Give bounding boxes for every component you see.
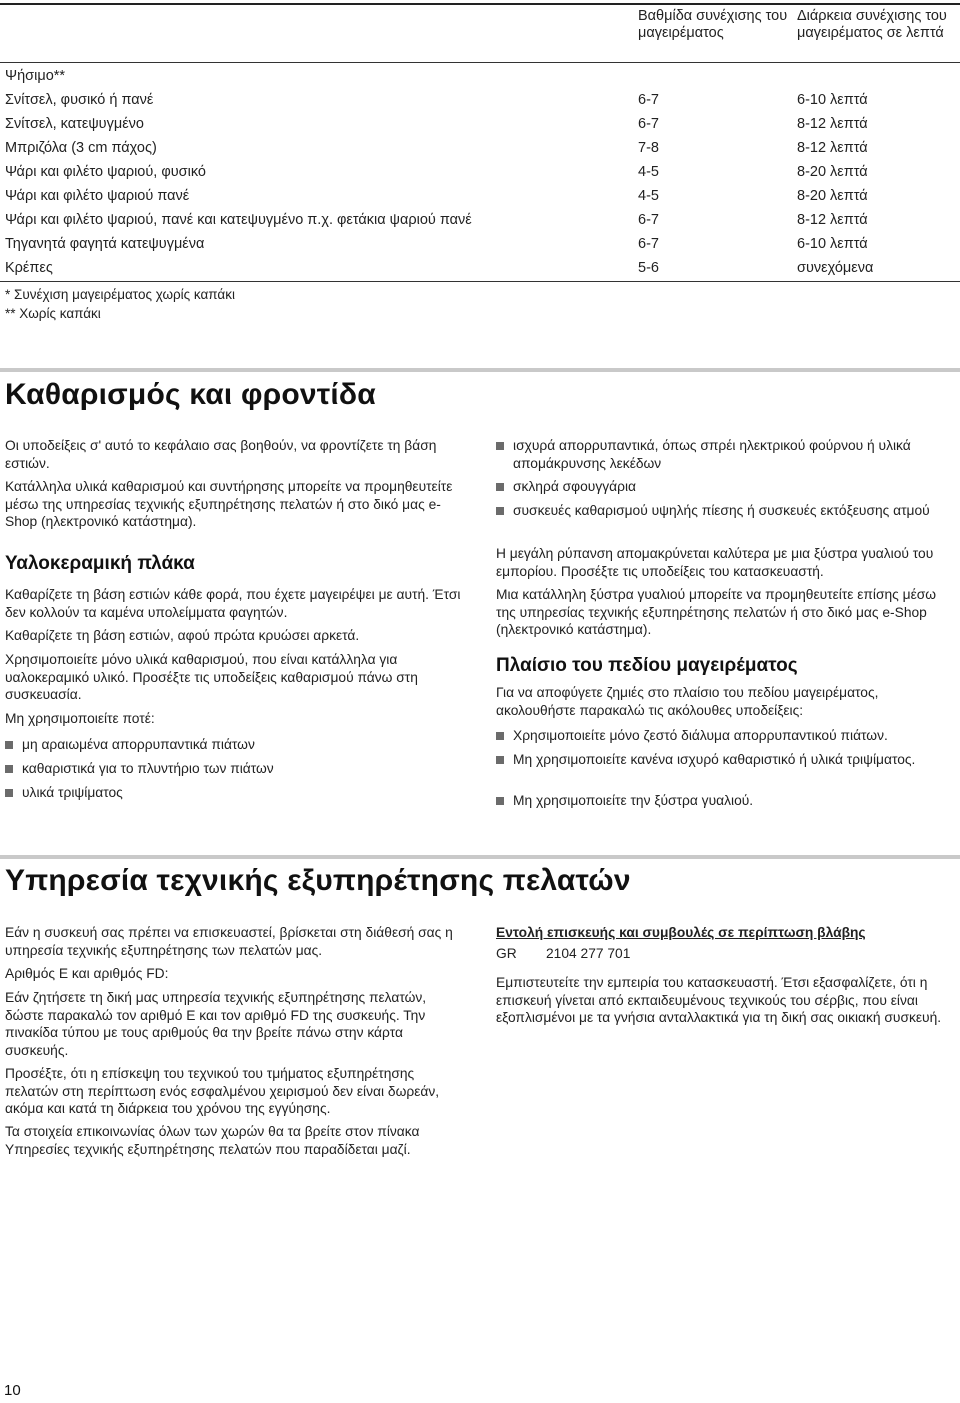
list-item: σκληρά σφουγγάρια: [496, 478, 958, 496]
table-row: [0, 112, 960, 136]
table-row: [0, 256, 960, 280]
duration-cell: 8-12 λεπτά: [797, 140, 868, 156]
section-divider: [0, 855, 960, 859]
e-fd-number-title: Αριθμός Ε και αριθμός FD:: [5, 966, 169, 981]
list-item: υλικά τριψίματος: [5, 784, 462, 802]
bullet-icon: [5, 789, 13, 797]
level-cell: 5-6: [638, 260, 659, 276]
table-bottom-rule: [0, 281, 960, 282]
service-paragraph-4: Τα στοιχεία επικοινωνίας όλων των χωρών θα τα βρείτε στον πίνακα Υπηρεσίες τεχνικής εξυπηρέτησης πελατών που παραδίδεται μαζί.: [5, 1124, 420, 1157]
page-number: 10: [4, 1382, 21, 1399]
level-cell: 7-8: [638, 140, 659, 156]
table-top-rule: [0, 3, 960, 5]
level-cell: 4-5: [638, 164, 659, 180]
bullet-icon: [5, 741, 13, 749]
level-cell: 4-5: [638, 188, 659, 204]
duration-cell: 6-10 λεπτά: [797, 236, 868, 252]
duration-cell: 8-20 λεπτά: [797, 164, 868, 180]
bullet-icon: [496, 756, 504, 764]
list-item: καθαριστικά για το πλυντήριο των πιάτων: [5, 760, 462, 778]
list-item: Χρησιμοποιείτε μόνο ζεστό διάλυμα απορρυπαντικού πιάτων.: [496, 727, 958, 745]
frame-intro: Για να αποφύγετε ζημιές στο πλαίσιο του πεδίου μαγειρέματος, ακολουθήστε παρακαλώ τις ακόλουθες υποδείξεις:: [496, 685, 879, 718]
cleaning-intro-2: Κατάλληλα υλικά καθαρισμού και συντήρησης μπορείτε να προμηθευτείτε μέσω της υπηρεσίας τεχνικής εξυπηρέτησης πελατών ή στο δικό μας e-Shop (ηλεκτρονικό κατάστημα).: [5, 479, 453, 529]
table-group-row: [0, 64, 960, 88]
service-paragraph-3: Προσέξτε, ότι η επίσκεψη του τεχνικού του τμήματος εξυπηρέτησης πελατών στη περίπτωση ενός εσφαλμένου χειρισμού δεν είναι δωρεάν, ακόμα και κατά τη διάρκεια του χρόνου της εγγύησης.: [5, 1066, 440, 1116]
bullet-icon: [496, 732, 504, 740]
cleaning-title: Καθαρισμός και φροντίδα: [5, 378, 376, 411]
table-header-rule: [0, 62, 960, 63]
ceramic-paragraph-2: Καθαρίζετε τη βάση εστιών, αφού πρώτα κρυώσει αρκετά.: [5, 628, 360, 643]
repair-order-title: Εντολή επισκευής και συμβουλές σε περίπτωση βλάβης: [496, 925, 866, 940]
ceramic-title: Υαλοκεραμική πλάκα: [5, 553, 195, 574]
duration-cell: 8-12 λεπτά: [797, 116, 868, 132]
dish-cell: Ψάρι και φιλέτο ψαριού, πανέ και κατεψυγμένο π.χ. φετάκια ψαριού πανέ: [5, 212, 472, 228]
list-item: συσκευές καθαρισμού υψηλής πίεσης ή συσκευές εκτόξευσης ατμού: [496, 502, 958, 520]
table-row: [0, 184, 960, 208]
service-paragraph-5: Εμπιστευτείτε την εμπειρία του κατασκευαστή. Έτσι εξασφαλίζετε, ότι η επισκευή γίνεται από εκπαιδευμένους τεχνικούς του σέρβις, που είναι εξοπλισμένοι με τα γνήσια ανταλλακτικά για τη δική σας οικιακή συσκευή.: [496, 975, 942, 1025]
dish-cell: Κρέπες: [5, 260, 53, 276]
level-cell: 6-7: [638, 116, 659, 132]
table-row: [0, 88, 960, 112]
dish-cell: Μπριζόλα (3 cm πάχος): [5, 140, 157, 156]
dish-cell: Ψάρι και φιλέτο ψαριού πανέ: [5, 188, 190, 204]
table-row: [0, 136, 960, 160]
bullet-icon: [496, 797, 504, 805]
duration-cell: συνεχόμενα: [797, 260, 874, 276]
list-item: Μη χρησιμοποιείτε κανένα ισχυρό καθαριστικό ή υλικά τριψίματος.: [496, 751, 958, 769]
group-label: Ψήσιμο**: [5, 68, 66, 84]
service-phone-number: 2104 277 701: [546, 946, 631, 961]
list-item: ισχυρά απορρυπαντικά, όπως σπρέι ηλεκτρικού φούρνου ή υλικά απομάκρυνσης λεκέδων: [496, 437, 958, 472]
bullet-icon: [5, 765, 13, 773]
frame-title: Πλαίσιο του πεδίου μαγειρέματος: [496, 655, 798, 676]
service-title: Υπηρεσία τεχνικής εξυπηρέτησης πελατών: [5, 864, 631, 897]
ceramic-paragraph-1: Καθαρίζετε τη βάση εστιών κάθε φορά, που έχετε μαγειρέψει με αυτή. Έτσι δεν κολλούν τα καμένα υπολείμματα φαγητών.: [5, 587, 461, 620]
level-cell: 6-7: [638, 212, 659, 228]
ceramic-paragraph-3: Χρησιμοποιείτε μόνο υλικά καθαρισμού, που είναι κατάλληλα για υαλοκεραμικό υλικό. Προσέξτε τις υποδείξεις καθαρισμού πάνω στη συσκευασία.: [5, 652, 418, 702]
list-item: μη αραιωμένα απορρυπαντικά πιάτων: [5, 736, 462, 754]
never-use-label: Μη χρησιμοποιείτε ποτέ:: [5, 711, 155, 726]
dish-cell: Σνίτσελ, φυσικό ή πανέ: [5, 92, 154, 108]
duration-cell: 8-12 λεπτά: [797, 212, 868, 228]
bullet-icon: [496, 442, 504, 450]
header-duration: Διάρκεια συνέχισης του μαγειρέματος σε λεπτά: [797, 8, 947, 41]
country-code: GR: [496, 946, 517, 961]
level-cell: 6-7: [638, 92, 659, 108]
scraper-paragraph-2: Μια κατάλληλη ξύστρα γυαλιού μπορείτε να προμηθευτείτε επίσης μέσω της υπηρεσίας τεχνικής εξυπηρέτησης πελατών ή στο δικό μας e-Shop (ηλεκτρονικό κατάστημα).: [496, 587, 937, 637]
footnote-lid-continue: * Συνέχιση μαγειρέματος χωρίς καπάκι: [5, 287, 235, 302]
level-cell: 6-7: [638, 236, 659, 252]
header-level: Βαθμίδα συνέχισης του μαγειρέματος: [638, 8, 788, 41]
duration-cell: 8-20 λεπτά: [797, 188, 868, 204]
table-row: [0, 160, 960, 184]
bullet-icon: [496, 507, 504, 515]
table-row: [0, 232, 960, 256]
service-paragraph-1: Εάν η συσκευή σας πρέπει να επισκευαστεί, βρίσκεται στη διάθεσή σας η υπηρεσία τεχνικής εξυπηρέτησης των πελατών μας.: [5, 925, 453, 958]
cleaning-intro-1: Οι υποδείξεις σ' αυτό το κεφάλαιο σας βοηθούν, να φροντίζετε τη βάση εστιών.: [5, 438, 437, 471]
duration-cell: 6-10 λεπτά: [797, 92, 868, 108]
bullet-icon: [496, 483, 504, 491]
section-divider: [0, 368, 960, 372]
list-item: Μη χρησιμοποιείτε την ξύστρα γυαλιού.: [496, 792, 958, 810]
service-paragraph-2: Εάν ζητήσετε τη δική μας υπηρεσία τεχνικής εξυπηρέτησης πελατών, δώστε παρακαλώ τον αριθμό Ε και τον αριθμό FD της συσκευής. Την πινακίδα τύπου με τους αριθμούς θα την βρείτε πάνω στην κάρτα συσκευής.: [5, 990, 427, 1058]
dish-cell: Ψάρι και φιλέτο ψαριού, φυσικό: [5, 164, 206, 180]
dish-cell: Τηγανητά φαγητά κατεψυγμένα: [5, 236, 205, 252]
dish-cell: Σνίτσελ, κατεψυγμένο: [5, 116, 144, 132]
scraper-paragraph-1: Η μεγάλη ρύπανση απομακρύνεται καλύτερα με μια ξύστρα γυαλιού του εμπορίου. Προσέξτε τις υποδείξεις του κατασκευαστή.: [496, 546, 934, 579]
table-row: [0, 208, 960, 232]
footnote-no-lid: ** Χωρίς καπάκι: [5, 306, 101, 321]
